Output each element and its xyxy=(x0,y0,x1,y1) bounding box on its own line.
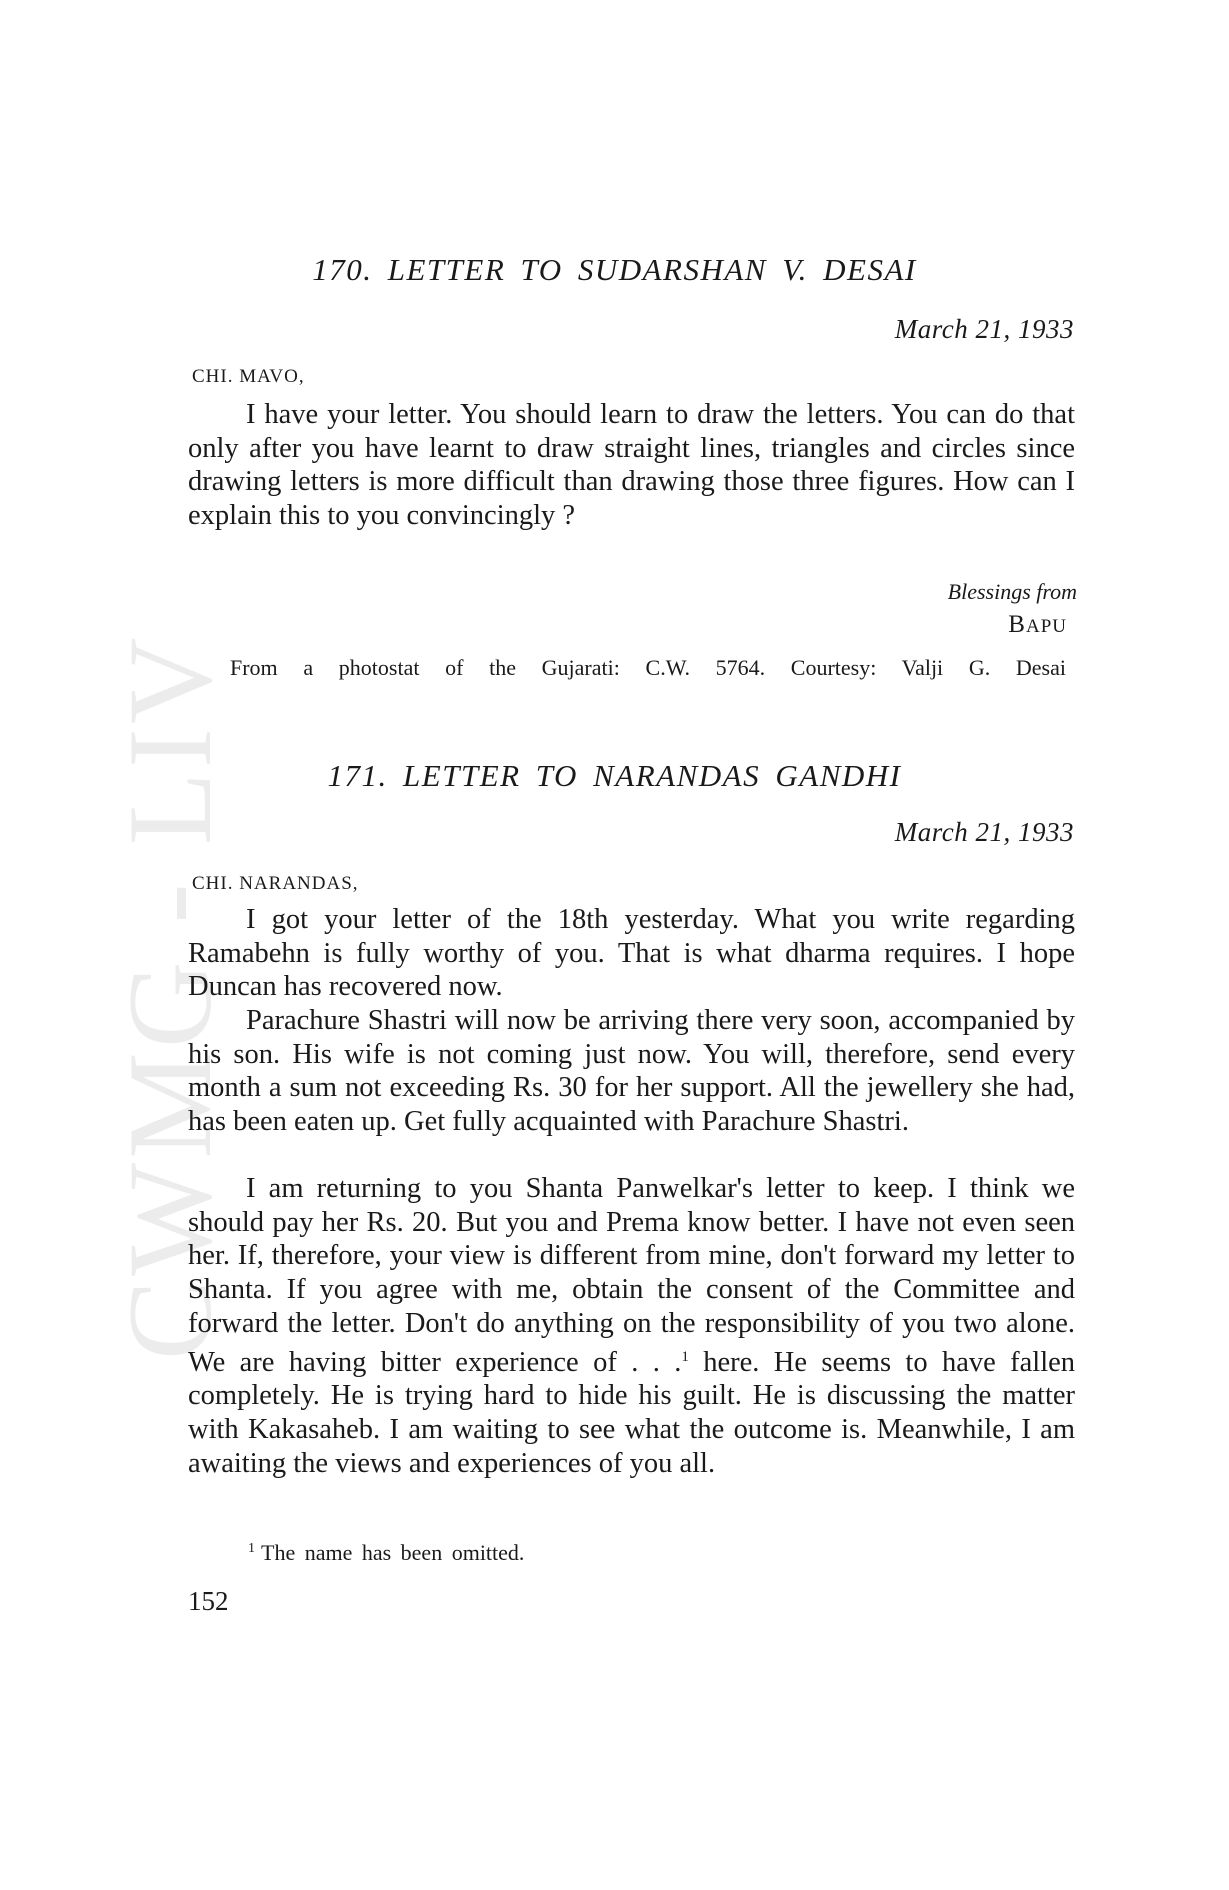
letter-170-heading: 170. LETTER TO SUDARSHAN V. DESAI xyxy=(312,252,917,287)
letter-170-blessing: Blessings from xyxy=(947,579,1077,604)
letter-170-date: March 21, 1933 xyxy=(894,314,1074,344)
page-number: 152 xyxy=(188,1586,229,1616)
letter-171-heading: 171. LETTER TO NARANDAS GANDHI xyxy=(327,758,902,793)
paragraph-3-part-1: I am returning to you Shanta Panwelkar's letter to keep. I think we should pay her Rs. 20. But you and Prema know better. I have not even seen her. If, therefore, your view is different from mine, don't forward my letter to Shanta. If you agree with me, obtain the consent of the Committee and forward the letter. Don't do anything on the responsibility of you two alone. We are having bitter experience of xyxy=(188,1173,1075,1378)
footnote-reference: 1 xyxy=(681,1348,689,1365)
paragraph-3-part-2: here. He seems to have fallen completely. He is trying hard to hide his guilt. He is discussing the matter with Kakasaheb. I am waiting to see what the outcome is. Meanwhile, I am awaiting the views and experiences of you all. xyxy=(188,1346,1076,1479)
watermark-text: CWMG - LIV xyxy=(103,633,236,1360)
letter-170-salutation: CHI. MAVO, xyxy=(192,366,305,387)
letter-171-date: March 21, 1933 xyxy=(894,817,1074,847)
letter-171-paragraph-1: I got your letter of the 18th yesterday. What you write regarding Ramabehn is fully worthy of you. That is what dharma requires. I hope Duncan has recovered now. xyxy=(188,904,1075,1003)
letter-171-paragraph-3 xyxy=(188,1172,1075,1480)
letter-171-salutation: CHI. NARANDAS, xyxy=(192,873,359,894)
footnote xyxy=(248,1540,524,1566)
letter-170-body: I have your letter. You should learn to draw the letters. You can do that only after you have learnt to draw straight lines, triangles and circles since drawing letters is more difficult than drawing those three figures. How can I explain this to you convincingly ? xyxy=(188,399,1075,532)
letter-171-paragraph-2: Parachure Shastri will now be arriving there very soon, accompanied by his son. His wife is not coming just now. You will, therefore, send every month a sum not exceeding Rs. 30 for her support. All the jewellery she had, has been eaten up. Get fully acquainted with Parachure Shastri. xyxy=(188,1005,1075,1138)
letter-170-source: From a photostat of the Gujarati: C.W. 5764. Courtesy: Valji G. Desai xyxy=(230,655,1066,680)
letter-170-signature: BAPU xyxy=(1008,611,1067,638)
footnote-text: The name has been omitted. xyxy=(261,1540,525,1565)
omission-ellipsis: . . . xyxy=(631,1346,682,1378)
footnote-marker: 1 xyxy=(248,1541,255,1556)
